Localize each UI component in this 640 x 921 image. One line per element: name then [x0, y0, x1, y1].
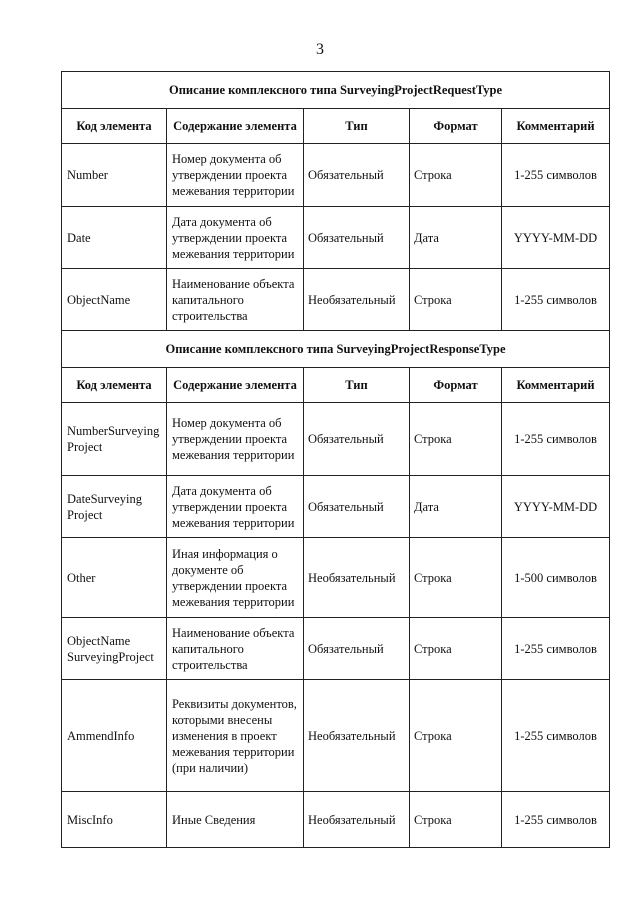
cell-code: Date	[62, 207, 167, 269]
header-description: Содержание элемента	[167, 368, 304, 403]
header-code: Код элемента	[62, 368, 167, 403]
cell-code: Number	[62, 144, 167, 207]
cell-format: Дата	[410, 476, 502, 538]
header-format: Формат	[410, 109, 502, 144]
cell-description: Иные Сведения	[167, 792, 304, 848]
section-title-row	[62, 331, 610, 368]
cell-comment: 1-255 символов	[502, 680, 610, 792]
table-row	[62, 538, 610, 618]
cell-comment: 1-255 символов	[502, 618, 610, 680]
cell-comment: 1-255 символов	[502, 403, 610, 476]
cell-comment: YYYY-MM-DD	[502, 207, 610, 269]
cell-type: Необязательный	[304, 269, 410, 331]
spec-table	[61, 71, 610, 848]
header-code: Код элемента	[62, 109, 167, 144]
table-row	[62, 680, 610, 792]
cell-format: Строка	[410, 403, 502, 476]
cell-description: Номер документа об утверждении проекта межевания территории	[167, 144, 304, 207]
cell-code: Other	[62, 538, 167, 618]
cell-format: Строка	[410, 618, 502, 680]
cell-code: ObjectName	[62, 269, 167, 331]
cell-type: Обязательный	[304, 207, 410, 269]
cell-comment: 1-255 символов	[502, 792, 610, 848]
cell-comment: 1-500 символов	[502, 538, 610, 618]
cell-format: Строка	[410, 680, 502, 792]
cell-description: Наименование объекта капитального строительства	[167, 618, 304, 680]
cell-description: Номер документа об утверждении проекта межевания территории	[167, 403, 304, 476]
section-title: Описание комплексного типа SurveyingProjectRequestType	[62, 72, 610, 109]
cell-type: Необязательный	[304, 680, 410, 792]
cell-type: Обязательный	[304, 144, 410, 207]
table-row	[62, 144, 610, 207]
cell-comment: YYYY-MM-DD	[502, 476, 610, 538]
section-title: Описание комплексного типа SurveyingProjectResponseType	[62, 331, 610, 368]
table-row	[62, 476, 610, 538]
table-row	[62, 207, 610, 269]
cell-description: Иная информация о документе об утверждении проекта межевания территории	[167, 538, 304, 618]
cell-type: Необязательный	[304, 538, 410, 618]
cell-comment: 1-255 символов	[502, 269, 610, 331]
header-comment: Комментарий	[502, 109, 610, 144]
header-type: Тип	[304, 368, 410, 403]
header-description: Содержание элемента	[167, 109, 304, 144]
cell-code: MiscInfo	[62, 792, 167, 848]
cell-format: Дата	[410, 207, 502, 269]
cell-code: ObjectName SurveyingProject	[62, 618, 167, 680]
cell-code: NumberSurveying Project	[62, 403, 167, 476]
cell-description: Дата документа об утверждении проекта межевания территории	[167, 207, 304, 269]
header-comment: Комментарий	[502, 368, 610, 403]
column-header-row	[62, 368, 610, 403]
page-number: 3	[316, 41, 324, 58]
cell-format: Строка	[410, 538, 502, 618]
cell-type: Обязательный	[304, 618, 410, 680]
header-type: Тип	[304, 109, 410, 144]
cell-format: Строка	[410, 792, 502, 848]
cell-code: DateSurveying Project	[62, 476, 167, 538]
cell-description: Наименование объекта капитального строительства	[167, 269, 304, 331]
cell-description: Дата документа об утверждении проекта межевания территории	[167, 476, 304, 538]
table-row	[62, 403, 610, 476]
cell-comment: 1-255 символов	[502, 144, 610, 207]
column-header-row	[62, 109, 610, 144]
cell-type: Необязательный	[304, 792, 410, 848]
cell-type: Обязательный	[304, 476, 410, 538]
table-row	[62, 792, 610, 848]
cell-format: Строка	[410, 269, 502, 331]
cell-type: Обязательный	[304, 403, 410, 476]
cell-description: Реквизиты документов, которыми внесены изменения в проект межевания территории (при наличии)	[167, 680, 304, 792]
table-row	[62, 618, 610, 680]
section-title-row	[62, 72, 610, 109]
header-format: Формат	[410, 368, 502, 403]
table-row	[62, 269, 610, 331]
cell-format: Строка	[410, 144, 502, 207]
cell-code: AmmendInfo	[62, 680, 167, 792]
